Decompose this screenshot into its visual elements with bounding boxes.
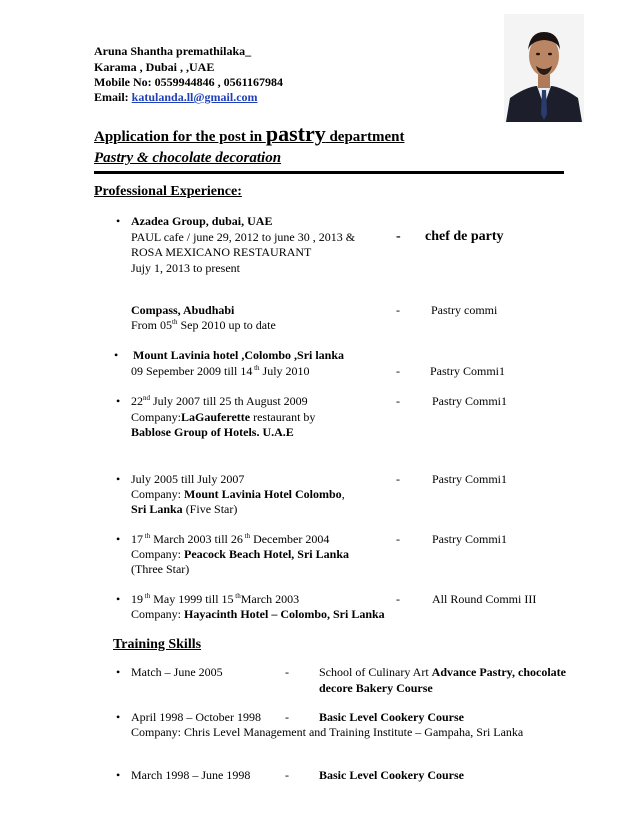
bullet-icon: • (116, 710, 121, 724)
lavinia2-dash: - (396, 472, 400, 486)
candidate-name: Aruna Shantha premathilaka_ (94, 44, 252, 58)
bullet-icon: • (116, 214, 121, 228)
lavinia2-role: Pastry Commi1 (432, 472, 508, 486)
peacock-line3: (Three Star) (131, 562, 190, 576)
training-item-dates: April 1998 – October 1998 (131, 710, 261, 724)
hayacinth-dates: 19 $^{th}$ May 1999 till 15 $^{th}$March 2003 (131, 592, 300, 606)
profile-photo (504, 14, 584, 122)
candidate-mobile: Mobile No: 0559944846 , 0561167984 (94, 75, 283, 89)
gauferette-group: Bablose Group of Hotels. U.A.E (131, 425, 294, 439)
gauferette-dash: - (396, 394, 400, 408)
candidate-location: Karama , Dubai , ,UAE (94, 60, 215, 74)
compass-role: Pastry commi (431, 303, 498, 317)
lavinia1-dash: - (396, 364, 400, 378)
training-heading: Training Skills (113, 637, 202, 652)
gauferette-role: Pastry Commi1 (432, 394, 508, 408)
gauferette-dates: 22nd July 2007 till 25 th August 2009 (131, 394, 308, 408)
compass-company: Compass, Abudhabi (131, 303, 235, 317)
experience-heading: Professional Experience: (94, 184, 242, 199)
training-item-company: Company: Chris Level Management and Training Institute – Gampaha, Sri Lanka (131, 725, 524, 739)
training-item-dash: - (285, 665, 289, 679)
lavinia2-dates: July 2005 till July 2007 (131, 472, 245, 486)
bullet-icon: • (116, 472, 121, 486)
peacock-dates: 17 $^{th}$ March 2003 till 26 $^{th}$ December 2004 (131, 532, 330, 546)
application-suffix: department (325, 129, 405, 145)
hayacinth-dash: - (396, 592, 400, 606)
compass-dates: From 05th Sep 2010 up to date (131, 318, 276, 332)
hayacinth-company: Company: Hayacinth Hotel – Colombo, Sri Lanka (131, 607, 385, 621)
training-item-dash: - (285, 710, 289, 724)
azadea-line1: PAUL cafe / june 29, 2012 to june 30 , 2013 & (131, 230, 356, 244)
training-item-dates: Match – June 2005 (131, 665, 223, 679)
application-prefix: Application for the post in (94, 129, 266, 145)
profile-photo-graphic (504, 14, 584, 122)
email-link[interactable]: katulanda.ll@gmail.com (131, 90, 258, 104)
application-title (94, 121, 404, 147)
application-subtitle: Pastry & chocolate decoration (94, 150, 282, 166)
lavinia2-company: Company: Mount Lavinia Hotel Colombo, (131, 487, 345, 501)
lavinia1-dates: 09 Sepember 2009 till 14 $^{th}$ July 2010 (131, 364, 310, 378)
training-item-course: Basic Level Cookery Course (319, 710, 464, 724)
bullet-icon: • (116, 768, 121, 782)
email-label: Email: (94, 90, 132, 104)
header-divider (94, 171, 564, 174)
training-item-dates: March 1998 – June 1998 (131, 768, 251, 782)
training-item-dash: - (285, 768, 289, 782)
bullet-icon: • (116, 592, 121, 606)
peacock-dash: - (396, 532, 400, 546)
compass-dash: - (396, 303, 400, 317)
peacock-role: Pastry Commi1 (432, 532, 508, 546)
lavinia2-line3: Sri Lanka (Five Star) (131, 502, 238, 516)
azadea-role: chef de party (425, 229, 504, 244)
azadea-company: Azadea Group, dubai, UAE (131, 214, 273, 228)
azadea-dash: - (396, 229, 401, 244)
application-big-word: pastry (265, 121, 326, 146)
gauferette-company: Company:LaGauferette restaurant by (131, 410, 316, 424)
training-item-course-line2: decore Bakery Course (319, 681, 433, 695)
candidate-email-line (94, 90, 258, 105)
bullet-icon: • (116, 394, 121, 408)
lavinia1-role: Pastry Commi1 (430, 364, 506, 378)
azadea-line3: Jujy 1, 2013 to present (131, 261, 240, 275)
bullet-icon: • (116, 665, 121, 679)
peacock-company: Company: Peacock Beach Hotel, Sri Lanka (131, 547, 349, 561)
hayacinth-role: All Round Commi III (432, 592, 537, 606)
training-item-course: Basic Level Cookery Course (319, 768, 464, 782)
bullet-icon: • (114, 348, 119, 362)
training-item-course: School of Culinary Art Advance Pastry, chocolate (319, 665, 566, 679)
azadea-line2: ROSA MEXICANO RESTAURANT (131, 245, 312, 259)
lavinia1-company: Mount Lavinia hotel ,Colombo ,Sri lanka (133, 348, 345, 362)
bullet-icon: • (116, 532, 121, 546)
